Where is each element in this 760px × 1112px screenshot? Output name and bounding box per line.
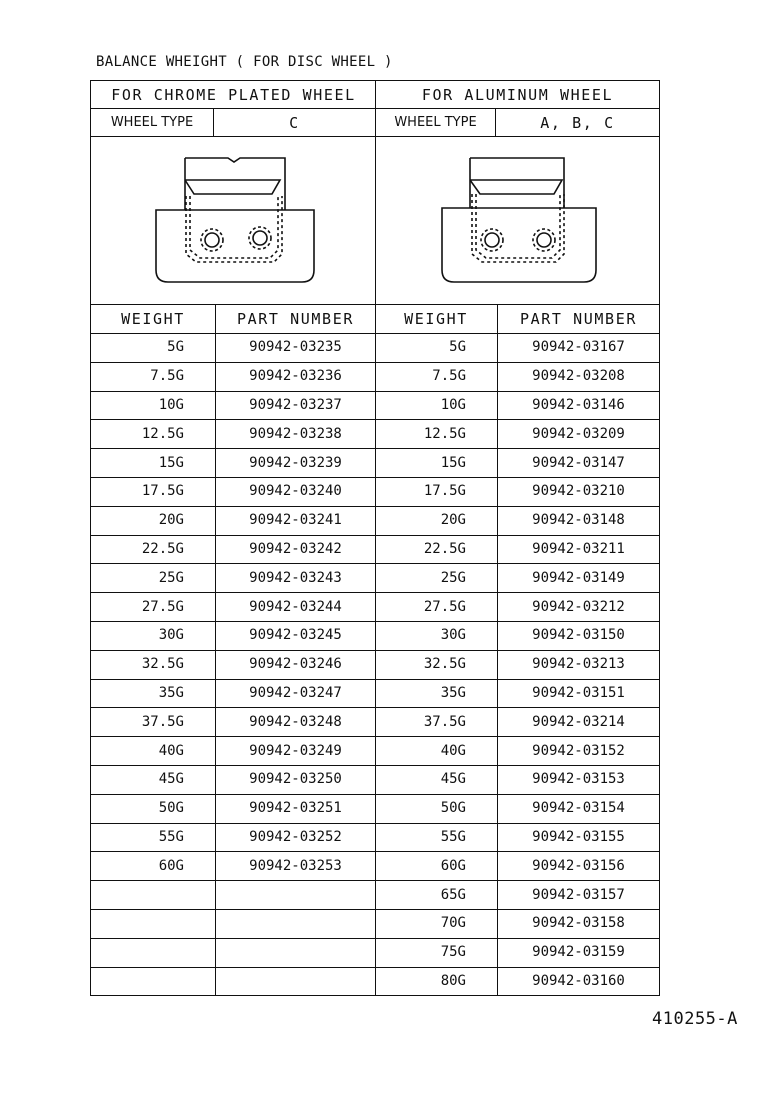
right-weight-cell: 35G — [440, 684, 466, 701]
right-part-number-cell: 90942-03148 — [532, 512, 625, 529]
aluminum-weight-drawing — [434, 150, 604, 290]
right-part-number-cell: 90942-03150 — [532, 627, 625, 644]
right-weight-cell: 65G — [440, 886, 466, 903]
left-weight-column-header: WEIGHT — [121, 310, 185, 328]
right-part-number-cell: 90942-03158 — [532, 915, 625, 932]
left-weight-cell: 25G — [158, 569, 184, 586]
left-part-number-cell: 90942-03235 — [249, 339, 342, 356]
left-weight-cell: 10G — [158, 396, 184, 413]
right-part-number-cell: 90942-03157 — [532, 886, 625, 903]
left-part-number-cell: 90942-03243 — [249, 569, 342, 586]
right-weight-cell: 37.5G — [423, 713, 466, 730]
right-weight-cell: 45G — [440, 771, 466, 788]
right-part-number-cell: 90942-03149 — [532, 569, 625, 586]
right-part-number-cell: 90942-03151 — [532, 684, 625, 701]
left-part-column-header: PART NUMBER — [237, 310, 354, 328]
right-part-number-cell: 90942-03213 — [532, 656, 625, 673]
left-weight-cell: 5G — [167, 339, 184, 356]
left-weight-cell — [92, 909, 184, 938]
chrome-weight-drawing — [150, 150, 320, 290]
right-weight-cell: 40G — [440, 742, 466, 759]
right-part-number-cell: 90942-03146 — [532, 396, 625, 413]
right-weight-cell: 50G — [440, 800, 466, 817]
left-wheel-type-value: C — [289, 113, 300, 132]
left-part-number-cell: 90942-03237 — [249, 396, 342, 413]
right-weight-column-header: WEIGHT — [404, 310, 468, 328]
left-weight-cell: 40G — [158, 742, 184, 759]
left-part-number-cell: 90942-03248 — [249, 713, 342, 730]
right-part-number-cell: 90942-03156 — [532, 857, 625, 874]
right-weight-cell: 27.5G — [423, 598, 466, 615]
right-wheel-type-label: WHEEL TYPE — [394, 115, 477, 130]
right-weight-cell: 80G — [440, 972, 466, 989]
right-weight-cell: 32.5G — [423, 656, 466, 673]
left-weight-cell: 45G — [158, 771, 184, 788]
left-weight-cell: 20G — [158, 512, 184, 529]
right-part-number-cell: 90942-03154 — [532, 800, 625, 817]
left-part-number-cell: 90942-03250 — [249, 771, 342, 788]
right-wheel-type-value: A, B, C — [540, 113, 615, 132]
right-part-number-cell: 90942-03212 — [532, 598, 625, 615]
left-weight-cell: 35G — [158, 684, 184, 701]
right-weight-cell: 30G — [440, 627, 466, 644]
right-weight-cell: 5G — [449, 339, 466, 356]
left-part-number-cell: 90942-03247 — [249, 684, 342, 701]
right-weight-cell: 70G — [440, 915, 466, 932]
left-weight-cell: 12.5G — [141, 425, 184, 442]
left-weight-cell: 55G — [158, 828, 184, 845]
left-part-number-cell: 90942-03251 — [249, 800, 342, 817]
left-weight-cell — [92, 967, 184, 996]
left-part-number-cell: 90942-03253 — [249, 857, 342, 874]
left-part-number-cell — [216, 880, 375, 909]
left-weight-cell: 22.5G — [141, 540, 184, 557]
document-title: BALANCE WHEIGHT ( FOR DISC WHEEL ) — [96, 54, 393, 70]
right-part-number-cell: 90942-03167 — [532, 339, 625, 356]
right-part-number-cell: 90942-03210 — [532, 483, 625, 500]
right-weight-cell: 22.5G — [423, 540, 466, 557]
left-weight-cell: 60G — [158, 857, 184, 874]
right-part-number-cell: 90942-03160 — [532, 972, 625, 989]
right-part-number-cell: 90942-03152 — [532, 742, 625, 759]
left-part-number-cell: 90942-03252 — [249, 828, 342, 845]
left-part-number-cell: 90942-03245 — [249, 627, 342, 644]
right-part-number-cell: 90942-03208 — [532, 368, 625, 385]
left-weight-cell — [92, 880, 184, 909]
left-weight-cell: 37.5G — [141, 713, 184, 730]
left-weight-cell: 30G — [158, 627, 184, 644]
right-weight-cell: 17.5G — [423, 483, 466, 500]
left-wheel-type-label: WHEEL TYPE — [110, 115, 194, 130]
left-part-number-cell: 90942-03239 — [249, 454, 342, 471]
left-weight-cell: 27.5G — [141, 598, 184, 615]
left-part-number-cell — [216, 967, 375, 996]
left-weight-cell: 50G — [158, 800, 184, 817]
right-part-number-cell: 90942-03153 — [532, 771, 625, 788]
left-section-header: FOR CHROME PLATED WHEEL — [111, 85, 356, 104]
right-section-header: FOR ALUMINUM WHEEL — [421, 85, 614, 104]
left-part-number-cell — [216, 938, 375, 967]
left-weight-cell: 32.5G — [141, 656, 184, 673]
left-part-number-cell: 90942-03244 — [249, 598, 342, 615]
left-part-number-cell: 90942-03240 — [249, 483, 342, 500]
right-weight-cell: 20G — [440, 512, 466, 529]
right-weight-cell: 12.5G — [423, 425, 466, 442]
left-weight-cell: 15G — [158, 454, 184, 471]
left-weight-cell — [92, 938, 184, 967]
right-part-number-cell: 90942-03155 — [532, 828, 625, 845]
left-part-number-cell: 90942-03242 — [249, 540, 342, 557]
left-part-number-cell: 90942-03246 — [249, 656, 342, 673]
drawing-id: 410255-A — [652, 1009, 738, 1029]
right-weight-cell: 7.5G — [432, 368, 466, 385]
left-part-number-cell: 90942-03249 — [249, 742, 342, 759]
left-part-number-cell: 90942-03241 — [249, 512, 342, 529]
right-part-number-cell: 90942-03147 — [532, 454, 625, 471]
left-weight-cell: 17.5G — [141, 483, 184, 500]
right-part-number-cell: 90942-03159 — [532, 944, 625, 961]
left-part-number-cell: 90942-03238 — [249, 425, 342, 442]
right-part-number-cell: 90942-03211 — [532, 540, 625, 557]
right-weight-cell: 55G — [440, 828, 466, 845]
right-weight-cell: 15G — [440, 454, 466, 471]
right-weight-cell: 60G — [440, 857, 466, 874]
right-part-number-cell: 90942-03209 — [532, 425, 625, 442]
right-weight-cell: 10G — [440, 396, 466, 413]
left-part-number-cell — [216, 909, 375, 938]
right-part-column-header: PART NUMBER — [520, 310, 637, 328]
left-weight-cell: 7.5G — [150, 368, 184, 385]
right-weight-cell: 75G — [440, 944, 466, 961]
left-part-number-cell: 90942-03236 — [249, 368, 342, 385]
right-part-number-cell: 90942-03214 — [532, 713, 625, 730]
right-weight-cell: 25G — [440, 569, 466, 586]
